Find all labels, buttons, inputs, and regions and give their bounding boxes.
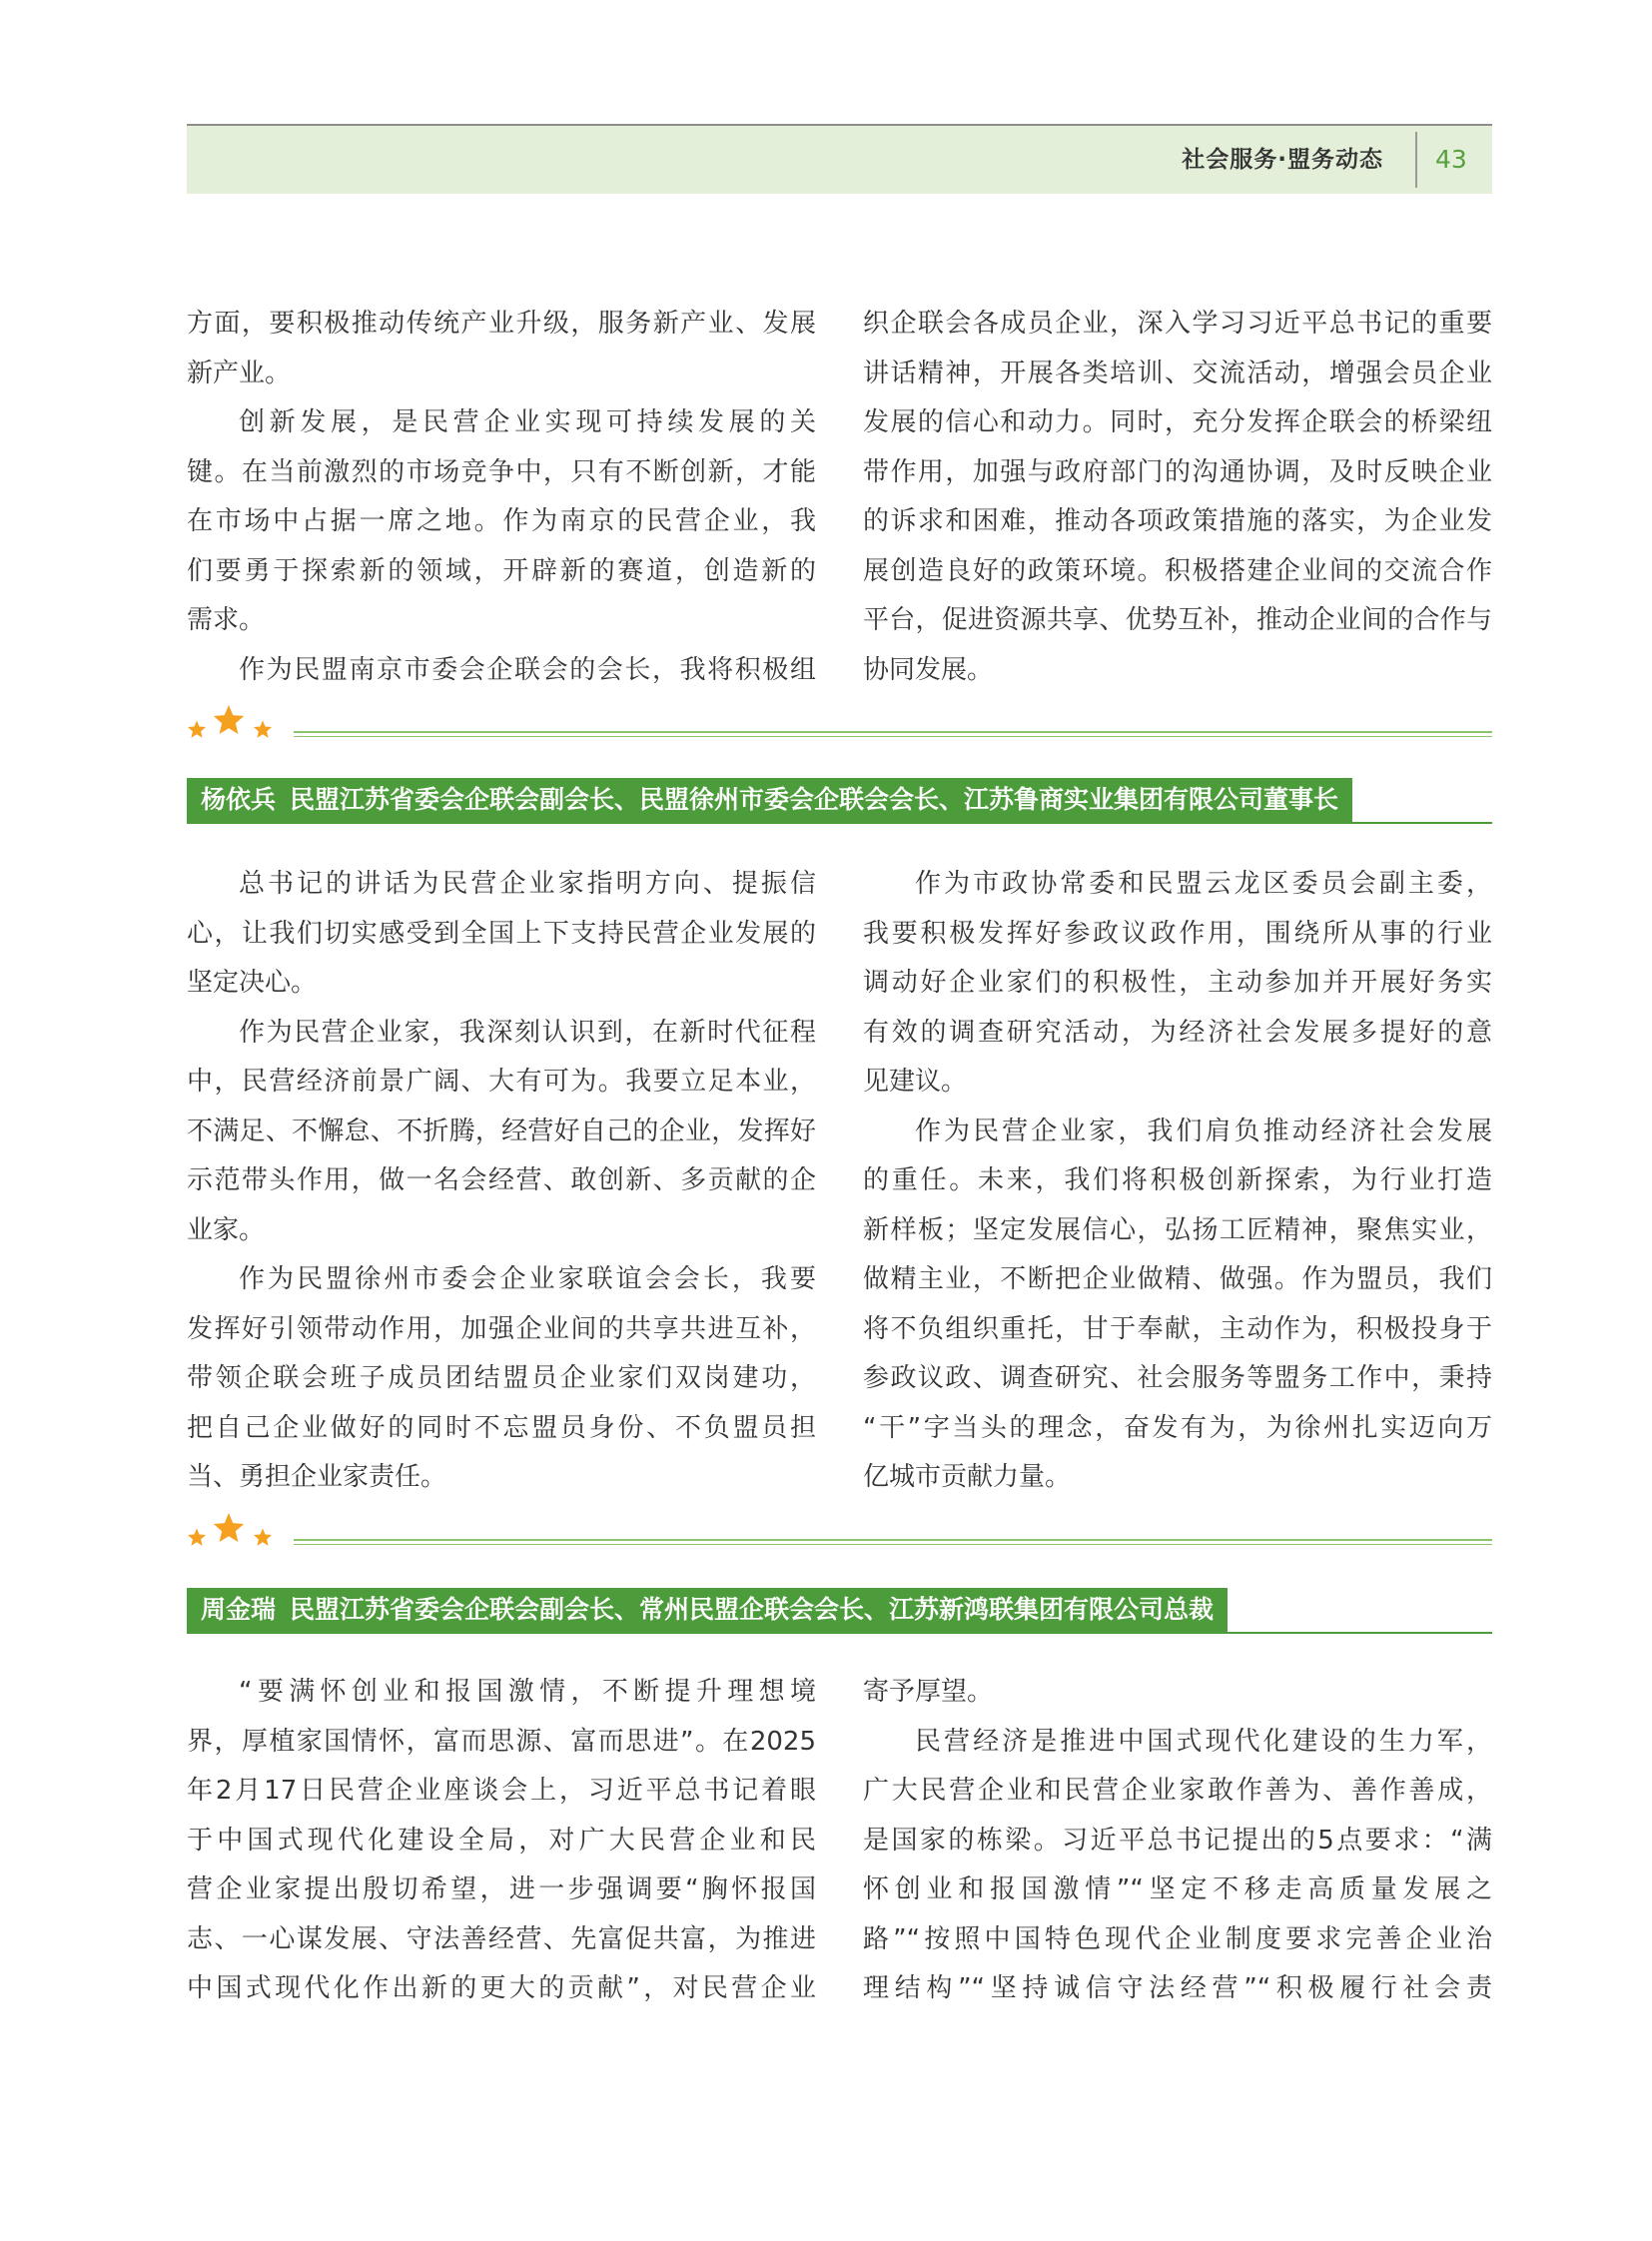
text-line: “干”字当头的理念，奋发有为，为徐州扎实迈向万 <box>863 1412 1492 1443</box>
text-line: 发挥好引领带动作用，加强企业间的共享共进互补， <box>187 1313 816 1344</box>
star-icon <box>188 721 206 738</box>
text-line: 键。在当前激烈的市场竞争中，只有不断创新，才能 <box>187 456 816 487</box>
profile-header <box>187 1588 1492 1634</box>
text-line: 将不负组织重托，甘于奉献，主动作为，积极投身于 <box>863 1313 1492 1344</box>
text-column-right <box>863 860 1492 1503</box>
text-line: 心，让我们切实感受到全国上下支持民营企业发展的 <box>187 918 816 949</box>
text-column-left <box>187 300 816 695</box>
header-divider <box>1415 132 1417 188</box>
text-line: 业家。 <box>187 1214 266 1245</box>
text-line: 有效的调查研究活动，为经济社会发展多提好的意 <box>863 1017 1492 1048</box>
text-line: 界，厚植家国情怀，富而思源、富而思进”。在2025 <box>187 1726 816 1757</box>
text-column-right <box>863 1668 1492 2014</box>
profile-title: 民盟江苏省委会企联会副会长、常州民盟企联会会长、江苏新鸿联集团有限公司总裁 <box>290 1595 1215 1624</box>
text-line: 作为民盟南京市委会企联会的会长，我将积极组 <box>239 654 816 685</box>
text-line: 作为民营企业家，我深刻认识到，在新时代征程 <box>239 1017 816 1048</box>
profile-header <box>187 778 1492 824</box>
text-line: 作为民盟徐州市委会企业家联谊会会长，我要 <box>239 1264 816 1294</box>
text-line: 在市场中占据一席之地。作为南京的民营企业，我 <box>187 506 816 536</box>
text-line: 带作用，加强与政府部门的沟通协调，及时反映企业 <box>863 456 1492 487</box>
star-icon <box>254 721 272 738</box>
text-line: 织企联会各成员企业，深入学习习近平总书记的重要 <box>863 309 1492 339</box>
text-line: 把自己企业做好的同时不忘盟员身份、不负盟员担 <box>187 1412 816 1443</box>
text-line: 怀创业和报国激情”“坚定不移走高质量发展之 <box>863 1874 1492 1904</box>
text-line: “要满怀创业和报国激情，不断提升理想境 <box>239 1677 816 1707</box>
text-line: 营企业家提出殷切希望，进一步强调要“胸怀报国 <box>187 1874 816 1904</box>
star-divider <box>187 1512 1492 1552</box>
text-line: 年2月17日民营企业座谈会上，习近平总书记着眼 <box>187 1776 816 1806</box>
text-column-left <box>187 860 816 1503</box>
text-line: 发展的信心和动力。同时，充分发挥企联会的桥梁纽 <box>863 407 1492 437</box>
text-line: 寄予厚望。 <box>863 1677 994 1707</box>
profile-header-bar <box>187 1588 1228 1632</box>
text-line: 路”“按照中国特色现代企业制度要求完善企业治 <box>863 1923 1492 1954</box>
text-line: 创新发展，是民营企业实现可持续发展的关 <box>239 407 816 437</box>
text-line: 是国家的栋梁。习近平总书记提出的5点要求：“满 <box>863 1825 1492 1856</box>
text-line: 总书记的讲话为民营企业家指明方向、提振信 <box>239 869 816 899</box>
text-line: 的重任。未来，我们将积极创新探索，为行业打造 <box>863 1165 1492 1195</box>
text-line: 作为民营企业家，我们肩负推动经济社会发展 <box>915 1116 1492 1146</box>
text-line: 广大民营企业和民营企业家敢作善为、善作善成， <box>863 1776 1492 1806</box>
star-divider <box>187 704 1492 744</box>
double-rule <box>294 1539 1492 1545</box>
text-line: 中，民营经济前景广阔、大有可为。我要立足本业， <box>187 1067 816 1097</box>
star-icon <box>254 1529 272 1546</box>
section-label: 社会服务·盟务动态 <box>1182 147 1383 173</box>
text-line: 民营经济是推进中国式现代化建设的生力军， <box>915 1726 1492 1757</box>
star-icon <box>214 705 244 734</box>
text-column-right <box>863 300 1492 695</box>
text-column-left <box>187 1668 816 2014</box>
text-line: 讲话精神，开展各类培训、交流活动，增强会员企业 <box>863 358 1492 388</box>
text-line: 协同发展。 <box>863 654 994 685</box>
text-line: 于中国式现代化建设全局，对广大民营企业和民 <box>187 1825 816 1856</box>
text-line: 亿城市贡献力量。 <box>863 1462 1072 1492</box>
text-line: 坚定决心。 <box>187 968 318 998</box>
text-line: 调动好企业家们的积极性，主动参加并开展好务实 <box>863 968 1492 998</box>
text-line: 新样板；坚定发展信心，弘扬工匠精神，聚焦实业， <box>863 1214 1492 1245</box>
profile-title: 民盟江苏省委会企联会副会长、民盟徐州市委会企联会会长、江苏鲁商实业集团有限公司董事长 <box>290 785 1339 814</box>
text-line: 参政议政、调查研究、社会服务等盟务工作中，秉持 <box>863 1363 1492 1393</box>
text-line: 平台，促进资源共享、优势互补，推动企业间的合作与 <box>863 605 1492 635</box>
text-line: 见建议。 <box>863 1067 968 1097</box>
page-number: 43 <box>1435 145 1467 174</box>
text-line: 新产业。 <box>187 358 292 388</box>
text-line: 志、一心谋发展、守法善经营、先富促共富，为推进 <box>187 1923 816 1954</box>
text-line: 方面，要积极推动传统产业升级，服务新产业、发展 <box>187 309 816 339</box>
text-line: 我要积极发挥好参政议政作用，围绕所从事的行业 <box>863 918 1492 949</box>
double-rule <box>294 731 1492 737</box>
text-line: 们要勇于探索新的领域，开辟新的赛道，创造新的 <box>187 555 816 586</box>
star-icon <box>188 1529 206 1546</box>
profile-header-bar <box>187 778 1352 822</box>
text-line: 展创造良好的政策环境。积极搭建企业间的交流合作 <box>863 555 1492 586</box>
text-line: 不满足、不懈怠、不折腾，经营好自己的企业，发挥好 <box>187 1116 816 1146</box>
text-line: 中国式现代化作出新的更大的贡献”，对民营企业 <box>187 1973 816 2003</box>
stars-decoration <box>187 704 279 744</box>
text-line: 需求。 <box>187 605 266 635</box>
text-line: 示范带头作用，做一名会经营、敢创新、多贡献的企 <box>187 1165 816 1195</box>
text-line: 带领企联会班子成员团结盟员企业家们双岗建功， <box>187 1363 816 1393</box>
profile-name: 周金瑞 <box>201 1595 277 1624</box>
stars-decoration <box>187 1512 279 1552</box>
text-line: 当、勇担企业家责任。 <box>187 1462 447 1492</box>
profile-name: 杨依兵 <box>201 785 277 814</box>
text-line: 作为市政协常委和民盟云龙区委员会副主委， <box>915 869 1492 899</box>
page-header <box>187 124 1492 194</box>
star-icon <box>214 1513 244 1542</box>
text-line: 理结构”“坚持诚信守法经营”“积极履行社会责 <box>863 1973 1492 2003</box>
text-line: 的诉求和困难，推动各项政策措施的落实，为企业发 <box>863 506 1492 536</box>
text-line: 做精主业，不断把企业做精、做强。作为盟员，我们 <box>863 1264 1492 1294</box>
